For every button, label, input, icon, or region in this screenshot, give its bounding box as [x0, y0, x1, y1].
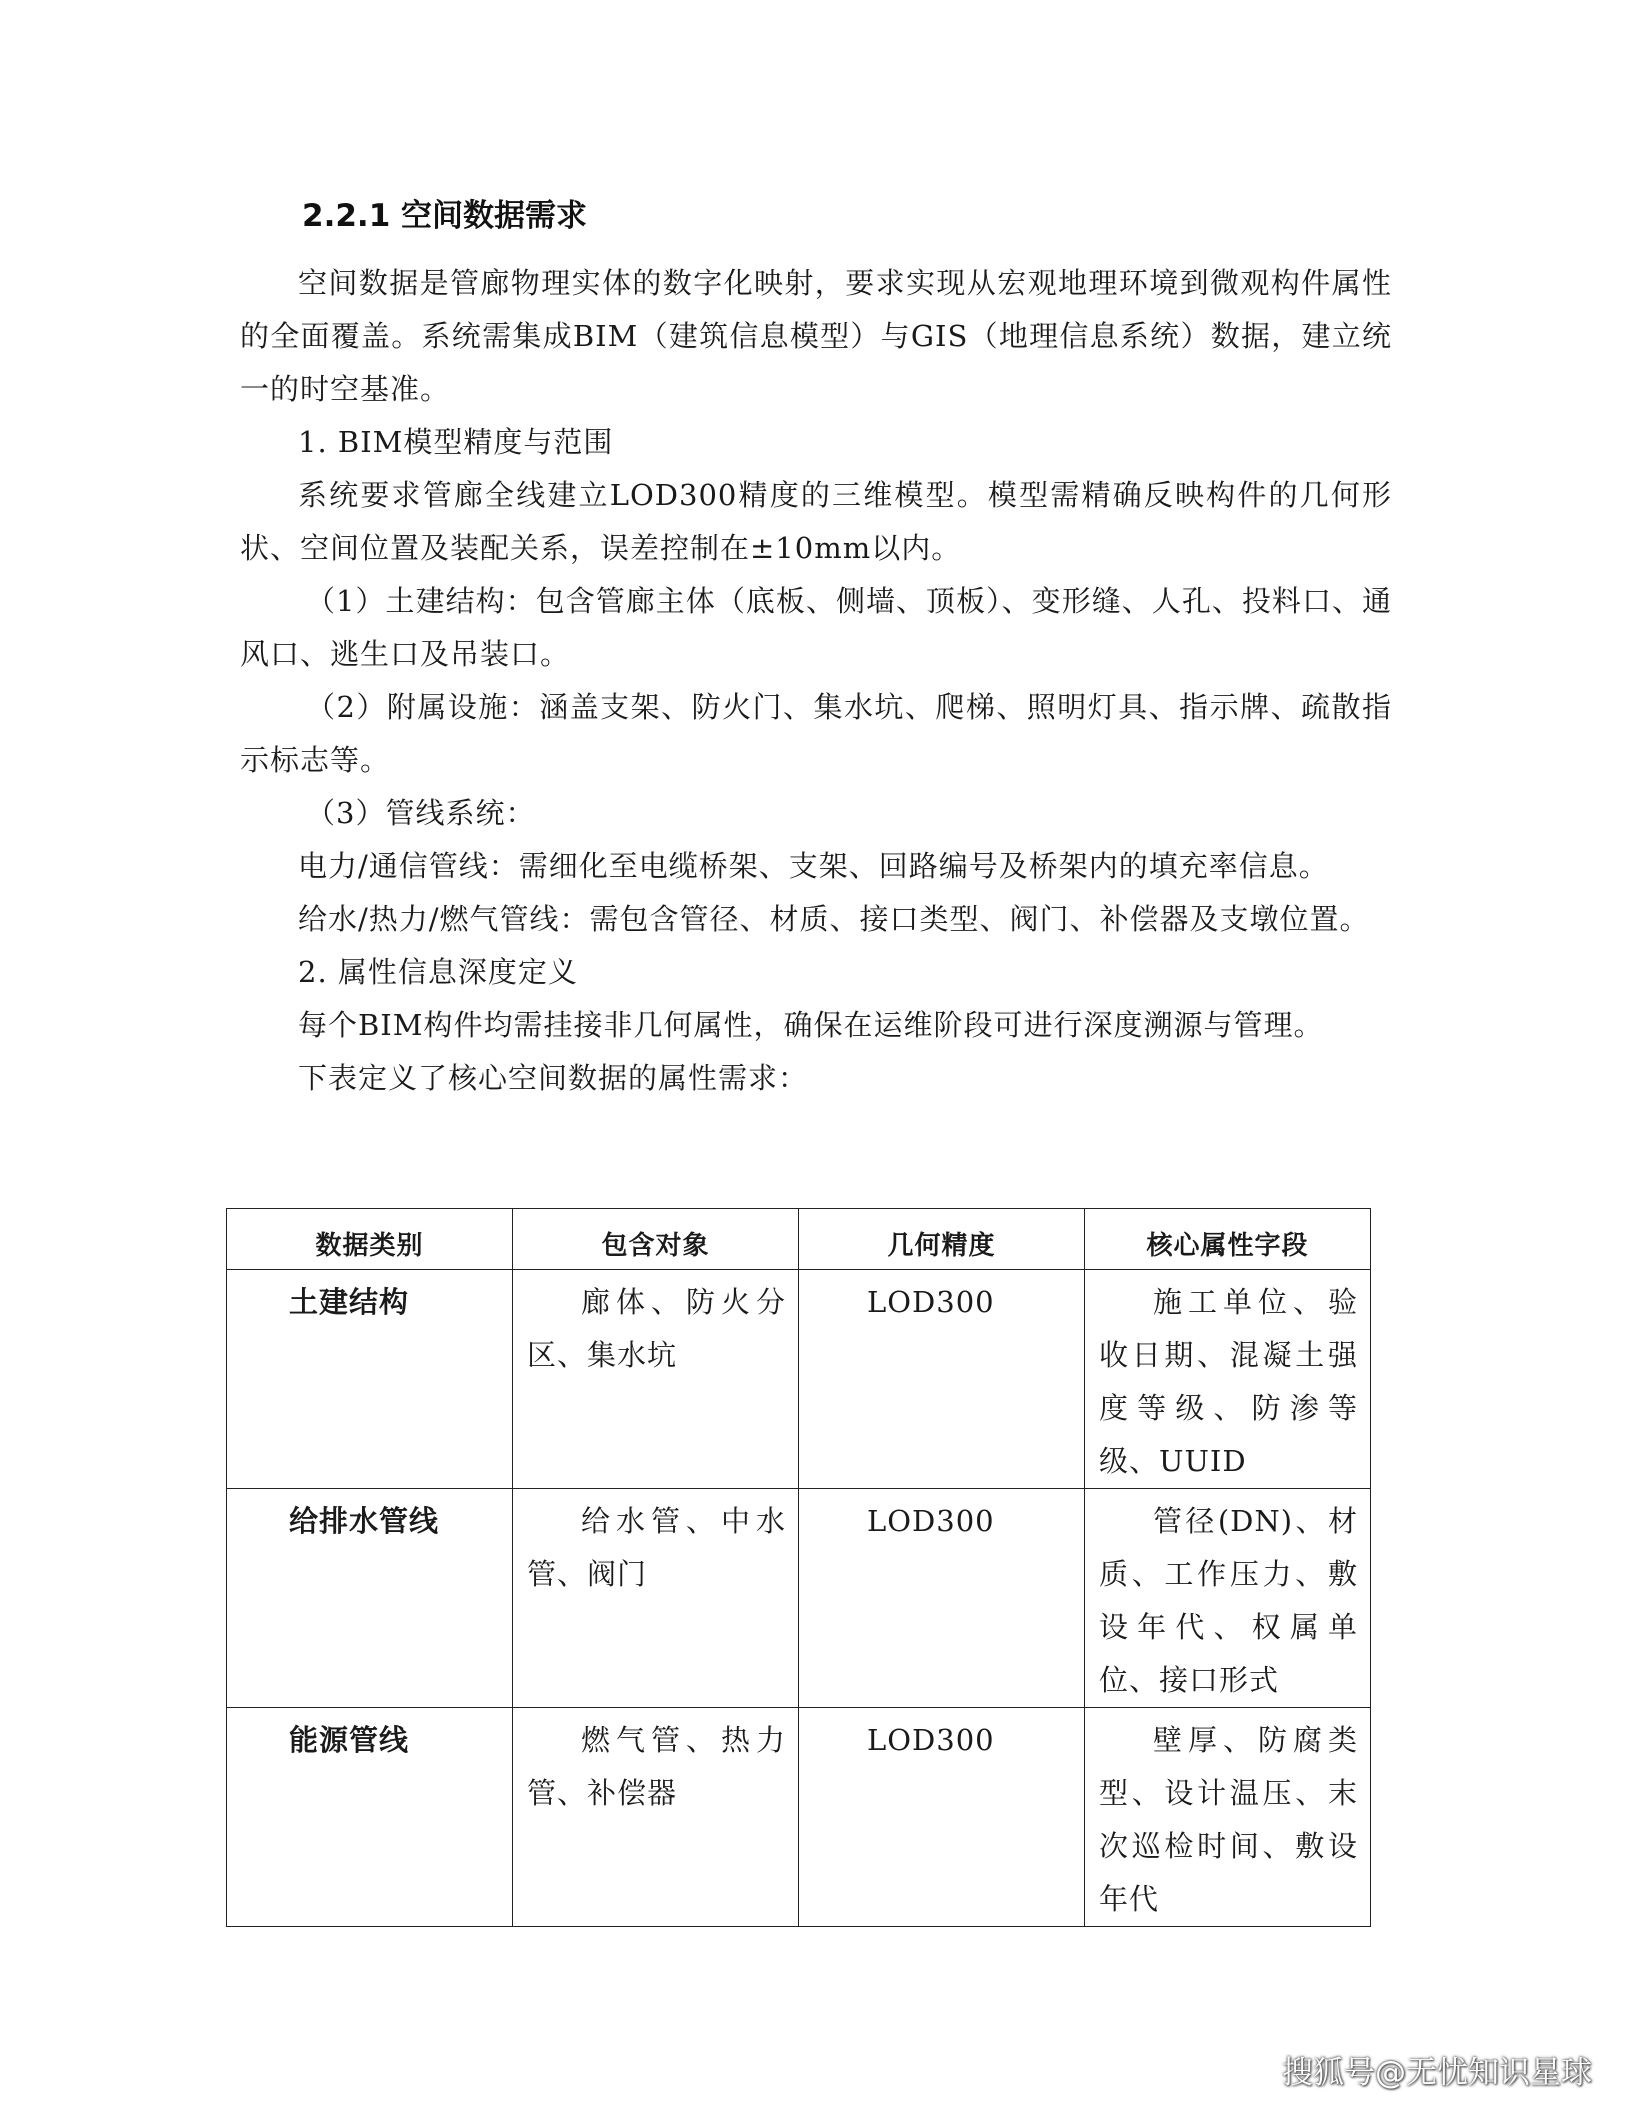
table-row [227, 1270, 1371, 1489]
category-cell: 土建结构 [227, 1270, 513, 1489]
intro-paragraph: 空间数据是管廊物理实体的数字化映射，要求实现从宏观地理环境到微观构件属性的全面覆盖。系统需集成BIM（建筑信息模型）与GIS（地理信息系统）数据，建立统一的时空基准。 [240, 266, 1392, 406]
table-row [227, 1489, 1371, 1708]
subheading-attribute-depth: 2. 属性信息深度定义 [298, 955, 578, 989]
fields-cell: 管径(DN)、材质、工作压力、敷设年代、权属单位、接口形式 [1085, 1489, 1371, 1708]
objects-cell: 给水管、中水管、阀门 [513, 1489, 799, 1708]
auxiliary-facilities-item: （2）附属设施：涵盖支架、防火门、集水坑、爬梯、照明灯具、指示牌、疏散指示标志等。 [240, 690, 1392, 777]
table-header-row [227, 1209, 1371, 1270]
category-cell: 能源管线 [227, 1708, 513, 1927]
pipeline-system-item: （3）管线系统： [306, 796, 536, 830]
column-header: 数据类别 [227, 1209, 513, 1270]
body-text [240, 257, 1392, 1105]
section-title: 2.2.1 空间数据需求 [302, 198, 588, 234]
power-comm-pipeline-paragraph: 电力/通信管线：需细化至电缆桥架、支架、回路编号及桥架内的填充率信息。 [298, 849, 1329, 883]
lod-paragraph: 系统要求管廊全线建立LOD300精度的三维模型。模型需精确反映构件的几何形状、空间位置及装配关系，误差控制在±10mm以内。 [240, 478, 1392, 565]
fields-cell: 壁厚、防腐类型、设计温压、末次巡检时间、敷设年代 [1085, 1708, 1371, 1927]
column-header: 核心属性字段 [1085, 1209, 1371, 1270]
precision-cell: LOD300 [799, 1489, 1085, 1708]
fields-cell: 施工单位、验收日期、混凝土强度等级、防渗等级、UUID [1085, 1270, 1371, 1489]
category-cell: 给排水管线 [227, 1489, 513, 1708]
column-header: 包含对象 [513, 1209, 799, 1270]
objects-cell: 廊体、防火分区、集水坑 [513, 1270, 799, 1489]
precision-cell: LOD300 [799, 1270, 1085, 1489]
attribute-requirements-table [226, 1208, 1371, 1927]
source-watermark: 搜狐号@无忧知识星球 [1282, 2055, 1592, 2091]
table-row [227, 1708, 1371, 1927]
table-intro-paragraph: 下表定义了核心空间数据的属性需求： [298, 1061, 809, 1095]
subheading-bim-precision: 1. BIM模型精度与范围 [298, 425, 614, 459]
column-header: 几何精度 [799, 1209, 1085, 1270]
civil-structure-item: （1）土建结构：包含管廊主体（底板、侧墙、顶板）、变形缝、人孔、投料口、通风口、逃生口及吊装口。 [240, 584, 1392, 671]
precision-cell: LOD300 [799, 1708, 1085, 1927]
objects-cell: 燃气管、热力管、补偿器 [513, 1708, 799, 1927]
attribute-paragraph: 每个BIM构件均需挂接非几何属性，确保在运维阶段可进行深度溯源与管理。 [298, 1008, 1324, 1042]
water-heat-gas-pipeline-paragraph: 给水/热力/燃气管线：需包含管径、材质、接口类型、阀门、补偿器及支墩位置。 [298, 902, 1370, 936]
